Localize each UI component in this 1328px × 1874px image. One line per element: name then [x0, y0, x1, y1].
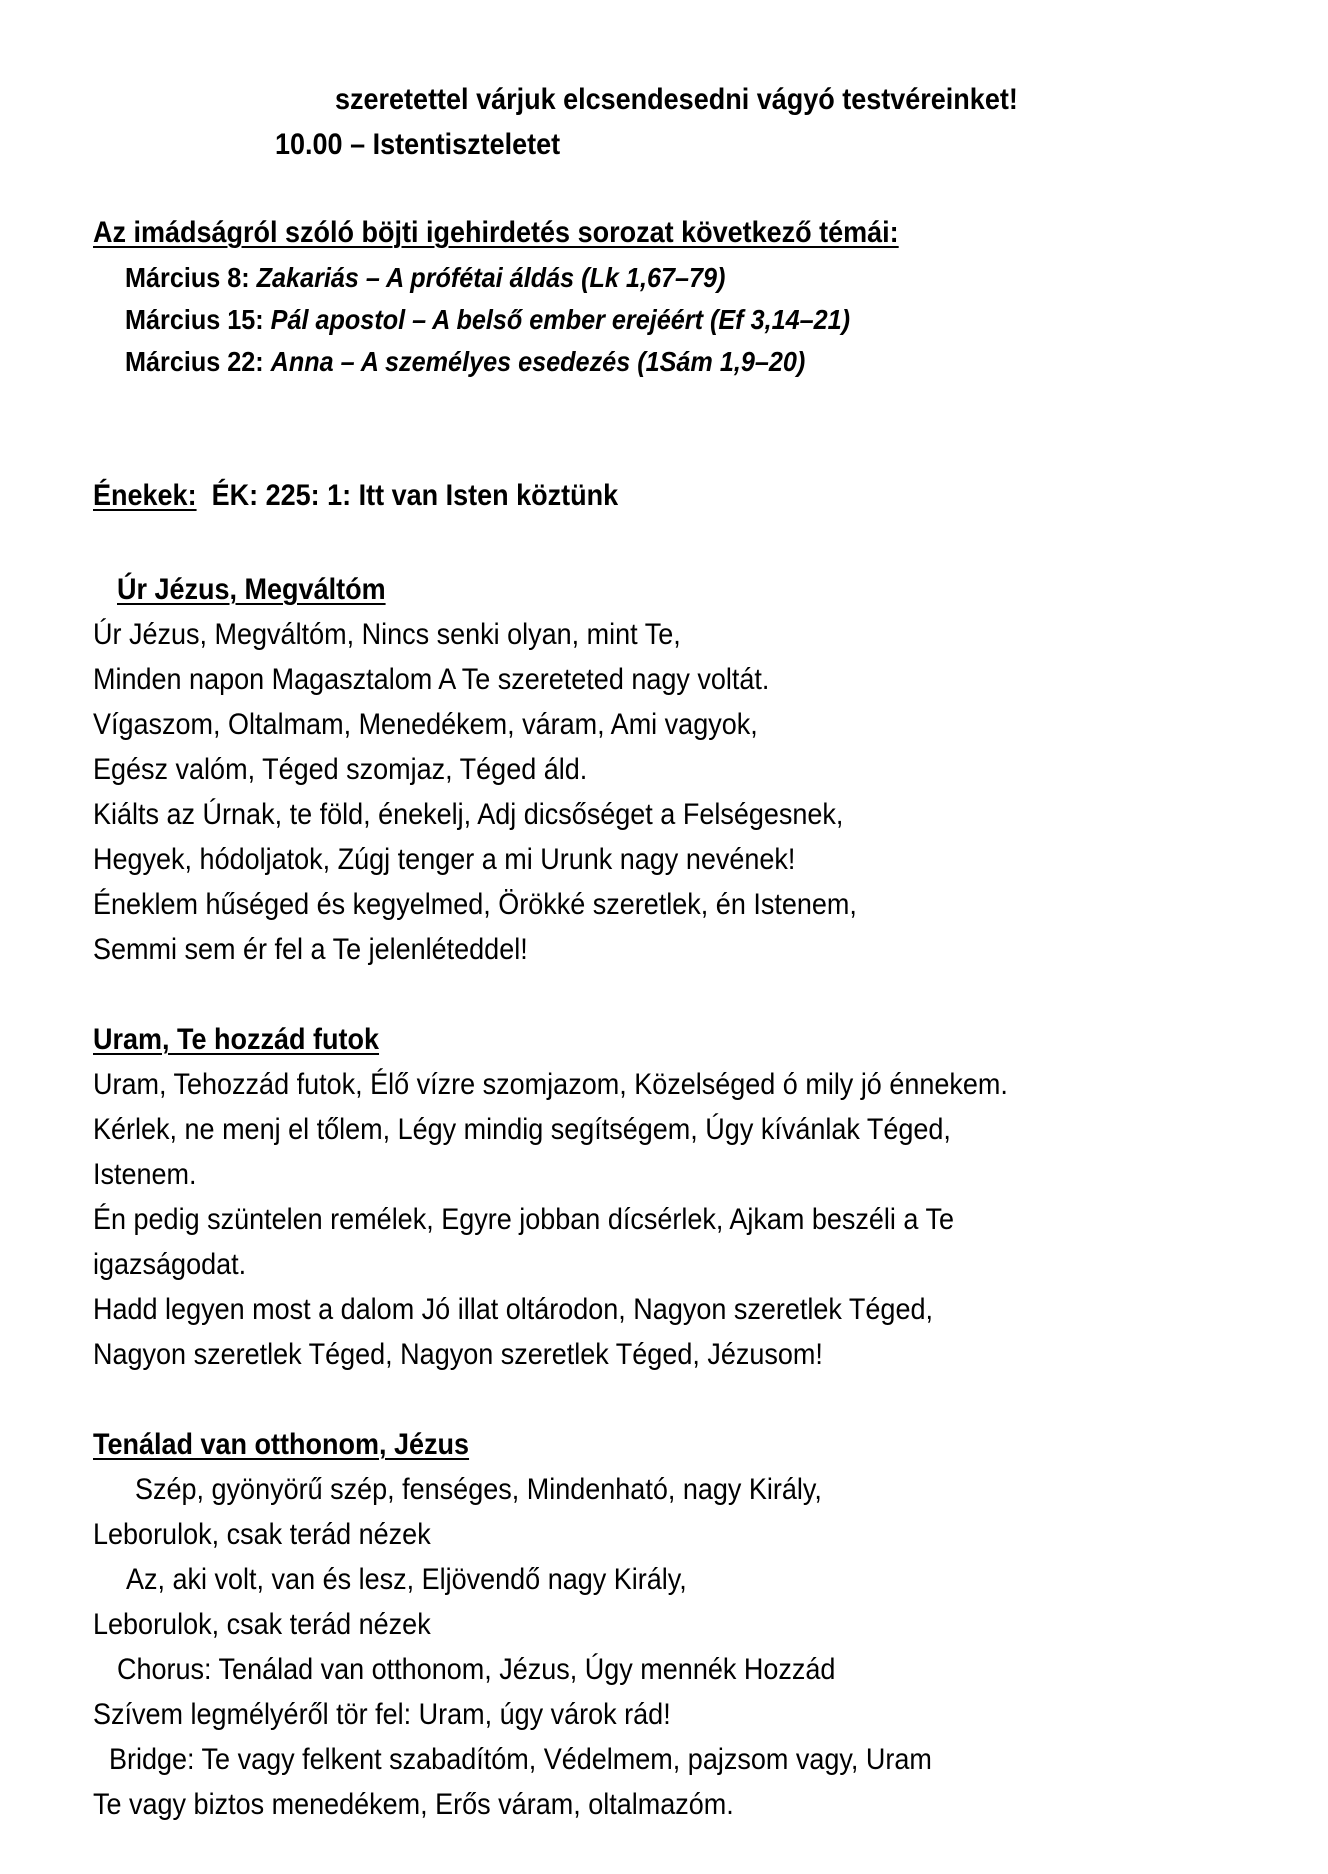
lyric-line: Hegyek, hódoljatok, Zúgj tenger a mi Urunk nagy nevének!: [93, 843, 796, 876]
songs-header: [93, 478, 618, 514]
sermon-date: Március 8:: [125, 262, 250, 293]
first-song: ÉK: 225: 1: Itt van Isten köztünk: [211, 479, 619, 512]
sermon-date: Március 15:: [125, 304, 264, 335]
lyric-line: Kérlek, ne menj el tőlem, Légy mindig segítségem, Úgy kívánlak Téged,: [93, 1113, 951, 1146]
lyric-line: Te vagy biztos menedékem, Erős váram, oltalmazóm.: [93, 1788, 734, 1821]
lyric-line: Szívem legmélyéről tör fel: Uram, úgy várok rád!: [93, 1698, 671, 1731]
lyric-line: Úr Jézus, Megváltóm, Nincs senki olyan, mint Te,: [93, 618, 681, 651]
song-title: Uram, Te hozzád futok: [93, 1023, 380, 1056]
lyric-line: Uram, Tehozzád futok, Élő vízre szomjazom, Közelséged ó mily jó énnekem.: [93, 1068, 1008, 1101]
lyric-line: Istenem.: [93, 1158, 197, 1191]
lyric-line: Én pedig szüntelen remélek, Egyre jobban dícsérlek, Ajkam beszéli a Te: [93, 1203, 954, 1236]
lyric-line: Semmi sem ér fel a Te jelenléteddel!: [93, 933, 528, 966]
lyric-line: igazságodat.: [93, 1248, 247, 1281]
sermon-item: [125, 344, 805, 380]
service-time: 10.00 – Istentiszteletet: [275, 128, 561, 161]
lyric-line: Kiálts az Úrnak, te föld, énekelj, Adj dicsőséget a Felségesnek,: [93, 798, 844, 831]
sermon-topic: Anna – A személyes esedezés (1Sám 1,9–20): [270, 346, 806, 377]
lyric-line: Szép, gyönyörű szép, fenséges, Mindenható, nagy Király,: [135, 1473, 822, 1506]
sermon-topic: Zakariás – A prófétai áldás (Lk 1,67–79): [256, 262, 726, 293]
songs-label: Énekek:: [93, 479, 197, 512]
sermon-item: [125, 260, 725, 296]
lyric-line: Minden napon Magasztalom A Te szereteted nagy voltát.: [93, 663, 770, 696]
lyric-line: Nagyon szeretlek Téged, Nagyon szeretlek Téged, Jézusom!: [93, 1338, 823, 1371]
song-title: Tenálad van otthonom, Jézus: [93, 1428, 470, 1461]
sermon-item: [125, 302, 850, 338]
lyric-line: Vígaszom, Oltalmam, Menedékem, váram, Ami vagyok,: [93, 708, 758, 741]
lyric-line: Bridge: Te vagy felkent szabadítóm, Védelmem, pajzsom vagy, Uram: [109, 1743, 932, 1776]
lyric-line: Leborulok, csak terád nézek: [93, 1608, 431, 1641]
lyric-line: Az, aki volt, van és lesz, Eljövendő nagy Király,: [126, 1563, 687, 1596]
sermon-date: Március 22:: [125, 346, 264, 377]
sermon-topic: Pál apostol – A belső ember erejéért (Ef 3,14–21): [270, 304, 851, 335]
welcome-text: szeretettel várjuk elcsendesedni vágyó testvéreinket!: [335, 83, 1018, 116]
lyric-line: Éneklem hűséged és kegyelmed, Örökké szeretlek, én Istenem,: [93, 888, 857, 921]
lyric-line: Chorus: Tenálad van otthonom, Jézus, Úgy mennék Hozzád: [117, 1653, 836, 1686]
lyric-line: Leborulok, csak terád nézek: [93, 1518, 431, 1551]
lyric-line: Egész valóm, Téged szomjaz, Téged áld.: [93, 753, 588, 786]
song-title: Úr Jézus, Megváltóm: [117, 573, 386, 606]
lyric-line: Hadd legyen most a dalom Jó illat oltárodon, Nagyon szeretlek Téged,: [93, 1293, 933, 1326]
sermon-series-heading: Az imádságról szóló böjti igehirdetés sorozat következő témái:: [93, 216, 899, 249]
